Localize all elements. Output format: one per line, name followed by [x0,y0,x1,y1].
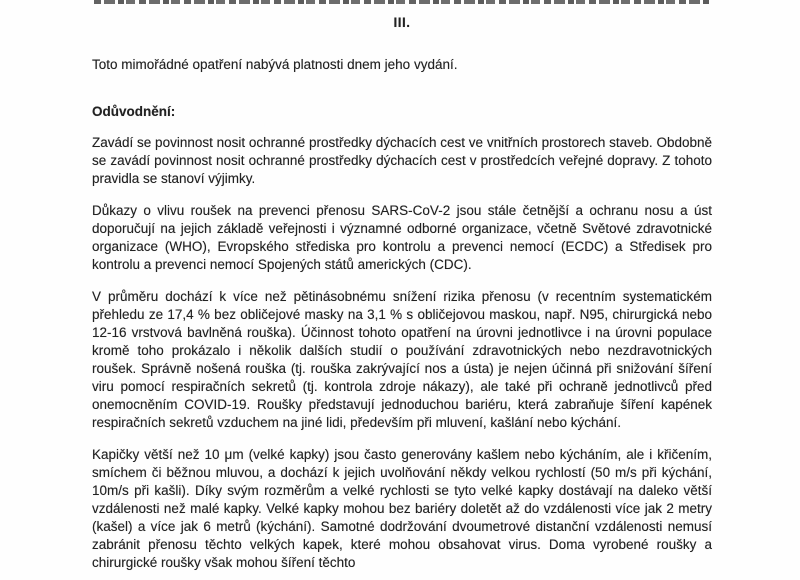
paragraph-droplets: Kapičky větší než 10 μm (velké kapky) jsou často generovány kašlem nebo kýcháním, ale i křičením, smíchem či běžnou mluvou, a dochází k jejich uvolňování někdy velkou rychlostí (50 m/s při kýchání, 10m/s při kašli). Díky svým rozměrům a velké rychlosti se tyto velké kapky dostávají na daleko větší vzdálenosti než malé kapky. Velké kapky mohou bez bariéry doletět až do vzdálenosti více jak 2 metry (kašel) a více jak 6 metrů (kýchání). Samotné dodržování dvoumetrové distanční vzdálenosti nemusí zabránit přenosu těchto velkých kapek, které mohou obsahovat virus. Doma vyrobené roušky a chirurgické roušky však mohou šíření těchto [92,447,712,570]
paragraph-evidence-organizations: Důkazy o vlivu roušek na prevenci přenosu SARS-CoV-2 jsou stále četnější a ochranu nosu a úst doporučují na jejich základě veřejnosti i významné odborné organizace, včetně Světové zdravotnické organizace (WHO), Evropského střediska pro kontrolu a prevenci nemocí (ECDC) a Středisek pro kontrolu a prevenci nemocí Spojených států amerických (CDC). [92,203,712,272]
paragraph-risk-reduction: V průměru dochází k více než pětinásobnému snížení rizika přenosu (v recentním systematickém přehledu ze 17,4 % bez obličejové masky na 3,1 % s obličejovou maskou, např. N95, chirurgická nebo 12-16 vrstvová bavlněná rouška). Účinnost tohoto opatření na úrovni jednotlivce i na úrovni populace kromě toho prokázalo i několik dalších studií o používání zdravotnických nebo nezdravotnických roušek. Správně nošená rouška (tj. rouška zakrývající nos a ústa) je nejen účinná při snižování šíření viru pomocí respiračních sekretů (tj. kontrola zdroje nákazy), ale také při ochraně jednotlivců před onemocněním COVID-19. Roušky představují jednoduchou bariéru, která zabraňuje šíření kapének respiračních sekretů vzduchem na jiné lidi, především při mluvení, kašlání nebo kýchání. [92,289,712,430]
effective-date-clause: Toto mimořádné opatření nabývá platnosti dnem jeho vydání. [92,57,458,72]
justification-heading: Odůvodnění: [92,104,176,119]
section-number: III. [393,15,411,30]
document-content [92,0,712,572]
paragraph-masks-mandate: Zavádí se povinnost nosit ochranné prostředky dýchacích cest ve vnitřních prostorech staveb. Obdobně se zavádí povinnost nosit ochranné prostředky dýchacích cest v prostředcích veřejné dopravy. Z tohoto pravidla se stanoví výjimky. [92,135,712,186]
